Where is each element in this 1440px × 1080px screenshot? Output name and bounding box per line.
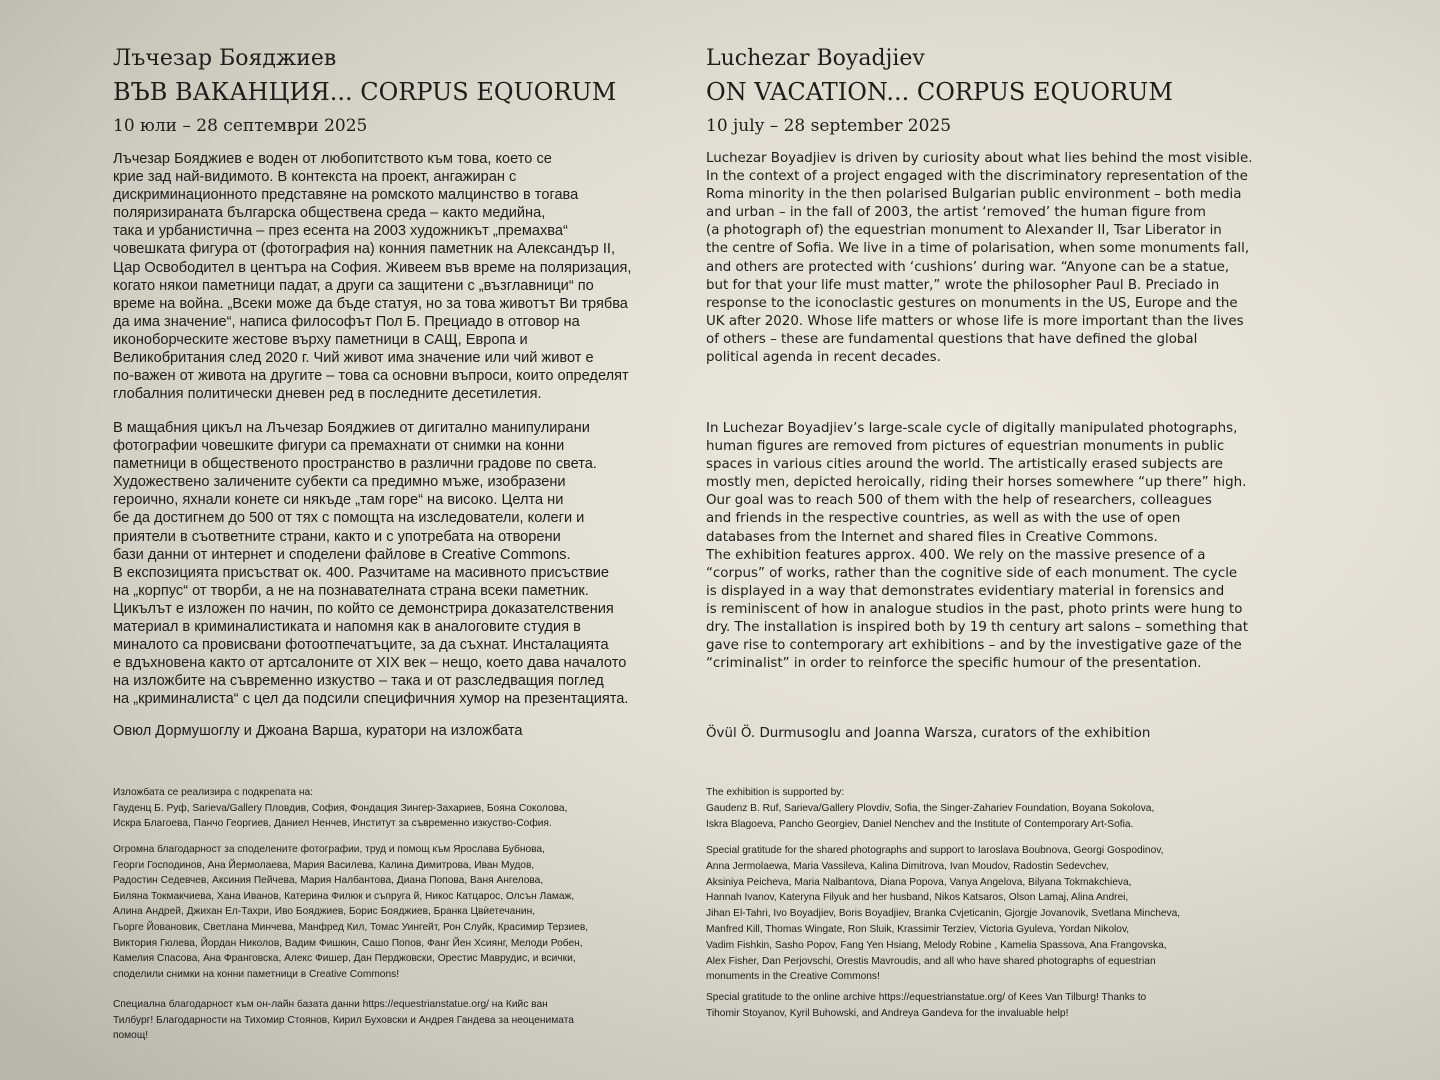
text-line: Великобритания след 2020 г. Чий живот има значение или чий живот е: [113, 350, 594, 367]
intro-paragraph-bg: [113, 150, 631, 403]
text-line: героично, яхнали конете си някъде „там горе“ на високо. Целта ни: [113, 492, 564, 509]
text-line: Gaudenz B. Ruf, Sarieva/Gallery Plovdiv, Sofia, the Singer-Zahariev Foundation, Boyana Sokolova,: [706, 802, 1155, 814]
text-line: Special gratitude to the online archive https://equestrianstatue.org/ of Kees Van Tilburg! Thanks to: [706, 992, 1147, 1003]
text-line: Цар Освободител в центъра на София. Живеем във време на поляризация,: [113, 259, 632, 276]
text-line: на „криминалиста“ с цел да подсили специфичния хумор на презентацията.: [113, 691, 629, 708]
curators-credit-bg: Овюл Дормушоглу и Джоана Варша, куратори на изложбата: [113, 723, 523, 739]
text-line: миналото са провисвани фотоотпечатъците, за да съхнат. Инсталацията: [113, 637, 609, 654]
text-line: The exhibition is supported by:: [706, 787, 845, 798]
text-line: Тилбург! Благодарности на Тихомир Стоянов, Кирил Буховски и Андрея Гандева за неоценимата: [113, 1014, 574, 1026]
cycle-paragraph-en: [706, 420, 1248, 673]
text-line: Aksiniya Peicheva, Maria Nalbantova, Diana Popova, Vanya Angelova, Bilyana Tokmakchieva,: [706, 876, 1132, 888]
text-line: иконоборческите жестове върху паметници в САЩ, Европа и: [113, 331, 528, 348]
text-line: gave rise to contemporary art exhibitions – and by the investigative gaze of the: [706, 638, 1242, 654]
text-line: mostly men, depicted heroically, riding their horses somewhere “up there” high.: [706, 475, 1247, 491]
text-line: Iskra Blagoeva, Pancho Georgiev, Daniel Nenchev and the Institute of Contemporary Art-Sofia.: [706, 818, 1134, 830]
text-line: материал в криминалистиката и напомня как в аналоговите студия в: [113, 619, 581, 636]
text-line: Our goal was to reach 500 of them with the help of researchers, colleagues: [706, 493, 1212, 509]
text-line: Jihan El-Tahri, Ivo Boyadjiev, Boris Boyadjiev, Branka Cvjeticanin, Gjorgje Jovanovik, Svetlana Mincheva,: [706, 908, 1181, 920]
text-line: the centre of Sofia. We live in a time of polarisation, when some monuments fall,: [706, 241, 1250, 257]
text-line: по-важен от живота на другите – това са основни въпроси, които определят: [113, 368, 629, 385]
text-line: Vadim Fishkin, Sasho Popov, Fang Yen Hsiang, Melody Robine , Kamelia Spassova, Ana Frangovska,: [706, 939, 1167, 951]
text-line: dry. The installation is inspired both by 19 th century art salons – something that: [706, 620, 1248, 636]
text-line: and others are protected with ‘cushions’ during war. “Anyone can be a statue,: [706, 259, 1230, 275]
curators-credit-en: Övül Ö. Durmusoglu and Joanna Warsza, curators of the exhibition: [706, 726, 1151, 741]
text-line: but for that your life must matter,” wrote the philosopher Paul B. Preciado in: [706, 277, 1220, 293]
text-line: spaces in various cities around the world. The artistically erased subjects are: [706, 457, 1224, 473]
text-line: is reminiscent of how in analogue studios in the past, photo prints were hung to: [706, 601, 1243, 617]
text-line: фотографии човешките фигури са премахнати от снимки на конни: [113, 438, 565, 455]
author-name-bg: Лъчезар Бояджиев: [113, 46, 337, 71]
text-line: Радостин Седевчев, Аксиния Пейчева, Мария Налбантова, Диана Попова, Ваня Ангелова,: [113, 875, 544, 887]
text-line: бази данни от интернет и споделени файлове в Creative Commons.: [113, 546, 571, 563]
text-line: In Luchezar Boyadjiev’s large-scale cycle of digitally manipulated photographs,: [706, 421, 1238, 436]
text-line: Alex Fisher, Dan Perjovschi, Orestis Mavroudis, and all who have shared photographs of equestrian: [706, 955, 1156, 967]
text-line: на изложбите на съвременно изкуство – така и от разследващия поглед: [113, 673, 604, 690]
text-line: Tihomir Stoyanov, Kyril Buhowski, and Andreya Gandeva for the invaluable help!: [706, 1007, 1069, 1019]
text-line: of others – these are fundamental questions that have defined the global: [706, 331, 1198, 347]
text-line: Биляна Токмакчиева, Хана Иванов, Катерина Филюк и съпруга й, Никос Катцарос, Олсън Ламаж,: [113, 890, 575, 902]
text-line: споделили снимки на конни паметници в Creative Commons!: [113, 968, 400, 980]
text-line: поляризираната българска обществена среда – както медийна,: [113, 205, 546, 222]
text-line: Изложбата се реализира с подкрепата на:: [113, 787, 313, 798]
author-name-en: Luchezar Boyadjiev: [706, 46, 925, 71]
exhibition-dates-bg: 10 юли – 28 септември 2025: [113, 116, 368, 136]
archive-credits-en: [706, 990, 1146, 1022]
text-line: на „корпус“ от творби, а не на познавателната страна всеки паметник.: [113, 582, 589, 599]
text-line: Алина Андрей, Джихан Ел-Тахри, Иво Бояджиев, Борис Бояджиев, Бранка Цвѝетечанин,: [113, 906, 536, 918]
text-line: човешката фигура от (фотография на) конния паметник на Александър II,: [113, 241, 616, 258]
text-line: така и урбанистична – през есента на 2003 художникът „премахва“: [113, 223, 568, 240]
text-line: Roma minority in the then polarised Bulgarian public environment – both media: [706, 187, 1242, 203]
text-line: време на война. „Всеки може да бъде статуя, но за това животът Ви трябва: [113, 295, 628, 312]
text-line: е вдъхновена както от артсалоните от XIX век – нещо, което дава началото: [113, 655, 627, 672]
text-line: приятели в съответните страни, както и с употребата на отворени: [113, 528, 561, 545]
thanks-credits-bg: [113, 842, 588, 982]
text-line: Гауденц Б. Руф, Sarieva/Gallery Пловдив, София, Фондация Зингер-Захариев, Бояна Соколова,: [113, 802, 568, 814]
text-line: паметници в общественото пространство в различни градове по света.: [113, 456, 597, 473]
text-line: глобалния политически дневен ред в последните десетилетия.: [113, 386, 542, 403]
support-credits-bg: [113, 785, 567, 832]
text-line: дискриминационното представяне на ромското малцинство в тогава: [113, 187, 579, 204]
text-line: monuments in the Creative Commons!: [706, 971, 880, 983]
text-line: Anna Jermolaewa, Maria Vassileva, Kalina Dimitrova, Ivan Moudov, Radostin Sedevchev,: [706, 860, 1109, 872]
exhibition-dates-en: 10 july – 28 september 2025: [706, 116, 952, 136]
support-credits-en: [706, 785, 1154, 832]
text-line: Manfred Kill, Thomas Wingate, Ron Sluik, Krassimir Terziev, Victoria Gyuleva, Yordan Nikolov,: [706, 923, 1130, 935]
archive-credits-bg: [113, 997, 574, 1044]
text-line: “corpus” of works, rather than the cognitive side of each monument. The cycle: [706, 565, 1238, 581]
text-line: Гьорге Йовановик, Светлана Минчева, Манфред Кил, Томас Уингейт, Рон Слуйк, Красимир Терзиев,: [113, 921, 589, 933]
thanks-credits-en: [706, 843, 1180, 985]
text-line: Special gratitude for the shared photographs and support to Iaroslava Boubnova, Georgi Gospodinov,: [706, 845, 1164, 856]
text-line: когато някои паметници падат, а други са защитени с „възглавници“ по: [113, 277, 594, 294]
text-line: Огромна благодарност за споделените фотографии, труд и помощ към Ярослава Бубнова,: [113, 844, 545, 855]
text-line: (a photograph of) the equestrian monument to Alexander II, Tsar Liberator in: [706, 223, 1222, 239]
text-line: бе да достигнем до 500 от тях с помощта на изследователи, колеги и: [113, 510, 585, 527]
intro-paragraph-en: [706, 150, 1252, 367]
text-line: “criminalist” in order to reinforce the specific humour of the presentation.: [706, 656, 1202, 672]
text-line: UK after 2020. Whose life matters or whose life is more important than the lives: [706, 313, 1244, 329]
text-line: Георги Господинов, Ана Йермолаева, Мария Василева, Калина Димитрова, Иван Мудов,: [113, 859, 535, 871]
text-line: В мащабния цикъл на Лъчезар Бояджиев от дигитално манипулирани: [113, 420, 590, 436]
text-line: Лъчезар Бояджиев е воден от любопитството към това, което се: [113, 151, 552, 167]
text-line: Виктория Гюлева, Йордан Николов, Вадим Фишкин, Сашо Попов, Фанг Йен Хсиянг, Мелоди Робен,: [113, 937, 583, 949]
text-line: Художествено заличените субекти са предимно мъже, изобразени: [113, 474, 566, 491]
text-line: Hannah Ivanov, Kateryna Filyuk and her husband, Nikos Katsaros, Olson Lamaj, Alina Andrei,: [706, 892, 1129, 904]
text-line: databases from the Internet and shared files in Creative Commons.: [706, 529, 1158, 545]
text-line: Цикълът е изложен по начин, по който се демонстрира доказателствения: [113, 600, 614, 617]
exhibition-title-bg: ВЪВ ВАКАНЦИЯ... CORPUS EQUORUM: [113, 78, 617, 106]
text-line: Специална благодарност към он-лайн базата данни https://equestrianstatue.org/ на Кийс ван: [113, 999, 548, 1010]
text-line: В експозицията присъстват ок. 400. Разчитаме на масивното присъствие: [113, 564, 610, 581]
text-line: крие зад най-видимото. В контекста на проект, ангажиран с: [113, 169, 517, 186]
cycle-paragraph-bg: [113, 419, 628, 709]
text-line: The exhibition features approx. 400. We rely on the massive presence of a: [706, 547, 1206, 563]
text-line: да има значение“, написа философът Пол Б. Прециадо в отговор на: [113, 313, 580, 330]
exhibition-title-en: ON VACATION... CORPUS EQUORUM: [706, 78, 1173, 106]
text-line: and urban – in the fall of 2003, the artist ‘removed’ the human figure from: [706, 205, 1206, 221]
text-line: помощ!: [113, 1030, 149, 1042]
text-line: Luchezar Boyadjiev is driven by curiosity about what lies behind the most visible.: [706, 151, 1253, 166]
text-line: political agenda in recent decades.: [706, 350, 941, 366]
text-line: is displayed in a way that demonstrates evidentiary material in forensics and: [706, 583, 1225, 599]
text-line: In the context of a project engaged with the discriminatory representation of the: [706, 169, 1248, 185]
text-line: Искра Благоева, Панчо Георгиев, Даниел Ненчев, Институт за съвременно изкуство-София.: [113, 818, 552, 830]
text-line: and friends in the respective countries, as well as with the use of open: [706, 511, 1181, 527]
text-line: human figures are removed from pictures of equestrian monuments in public: [706, 439, 1225, 455]
text-line: Камелия Спасова, Ана Франговска, Алекс Фишер, Дан Перджовски, Орестис Маврудис, и всички,: [113, 953, 576, 965]
text-line: response to the iconoclastic gestures on monuments in the US, Europe and the: [706, 295, 1238, 311]
